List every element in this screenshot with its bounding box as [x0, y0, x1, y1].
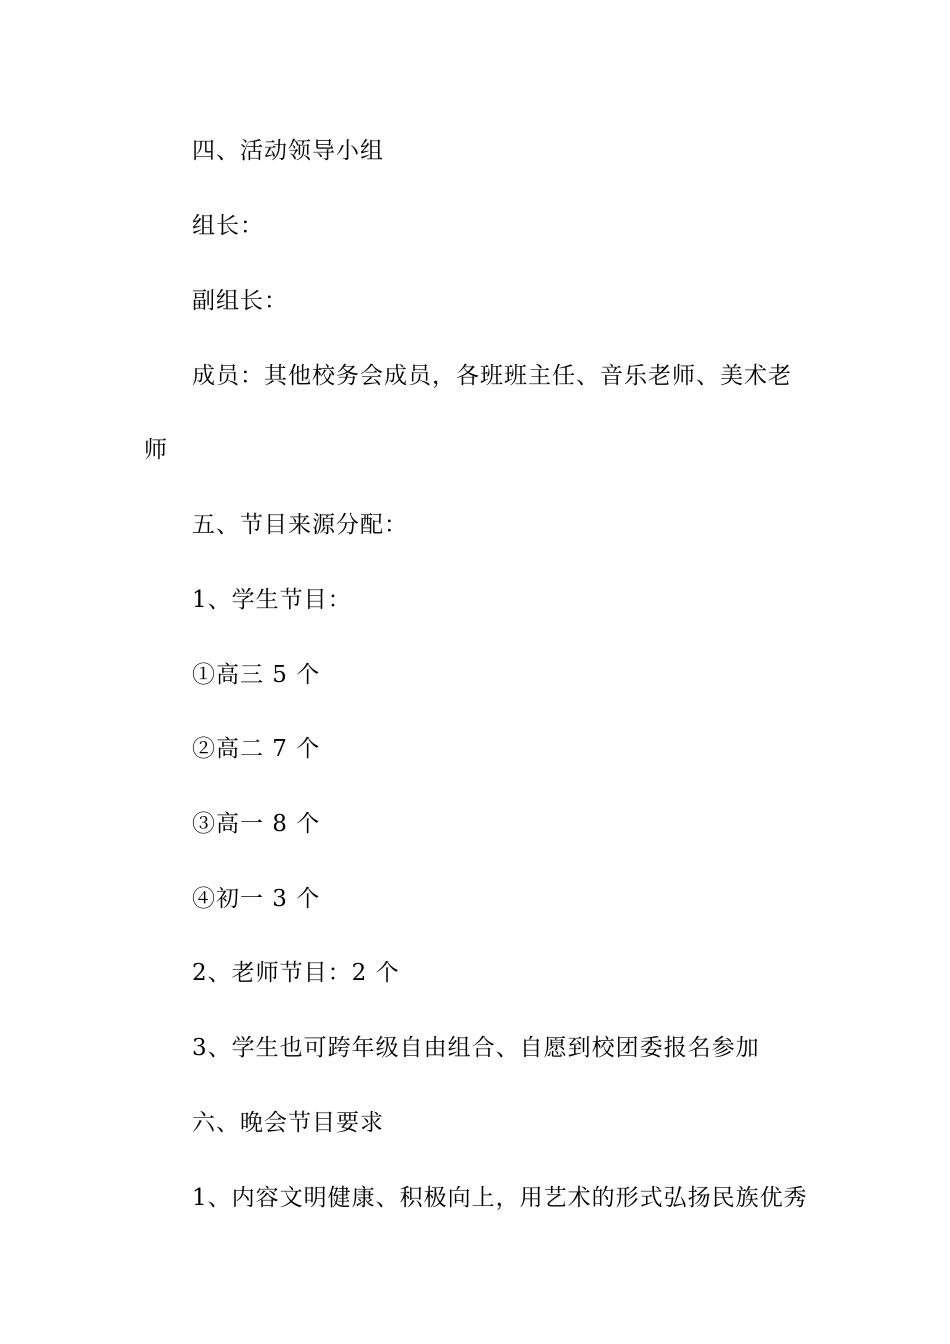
group-leader-line: 组长： [192, 213, 264, 239]
list-item-senior-three: ①高三 5 个 [192, 662, 321, 688]
deputy-leader-line: 副组长： [192, 288, 288, 314]
cross-grade-line: 3、学生也可跨年级自由组合、自愿到校团委报名参加 [192, 1035, 760, 1061]
section-heading-program-sources: 五、节目来源分配： [192, 512, 408, 538]
list-item-senior-one: ③高一 8 个 [192, 811, 321, 837]
section-heading-program-requirements: 六、晚会节目要求 [192, 1110, 384, 1136]
requirement-item-1: 1、内容文明健康、积极向上，用艺术的形式弘扬民族优秀 [192, 1185, 808, 1211]
teacher-programs-line: 2、老师节目：2 个 [192, 960, 400, 986]
members-line-continuation: 师 [144, 437, 168, 463]
list-item-junior-one: ④初一 3 个 [192, 886, 321, 912]
members-line: 成员：其他校务会成员，各班班主任、音乐老师、美术老 [192, 363, 792, 389]
list-item-senior-two: ②高二 7 个 [192, 736, 321, 762]
student-programs-heading: 1、学生节目： [192, 587, 352, 613]
section-heading-leadership-group: 四、活动领导小组 [192, 138, 384, 164]
